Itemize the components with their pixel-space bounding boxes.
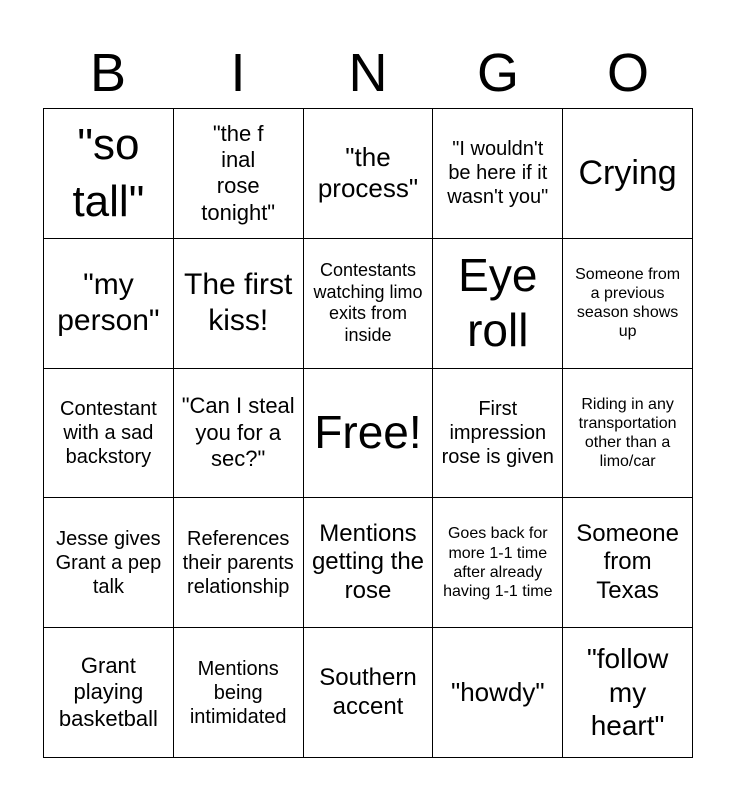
header-letter-i: I <box>230 43 246 103</box>
bingo-cell-r2c3[interactable] <box>304 239 434 369</box>
bingo-cell-r4c5[interactable] <box>563 498 693 628</box>
bingo-cell-r1c1[interactable] <box>44 109 174 239</box>
cell-text: "Can I steal you for a sec?" <box>181 393 295 472</box>
cell-text: Contestants watching limo exits from inside <box>313 260 423 345</box>
cell-text: Grant playing basketball <box>58 653 158 731</box>
bingo-cell-r5c2[interactable] <box>174 628 304 758</box>
bingo-cell-r5c4[interactable] <box>433 628 563 758</box>
bingo-board <box>43 108 693 758</box>
cell-text: First impression rose is given <box>441 397 554 468</box>
bingo-cell-r4c2[interactable] <box>174 498 304 628</box>
cell-text: "I wouldn't be here if it wasn't you" <box>447 138 549 209</box>
cell-text: Mentions getting the rose <box>311 519 425 605</box>
cell-text: Someone from Texas <box>576 519 679 605</box>
bingo-cell-r2c2[interactable] <box>174 239 304 369</box>
cell-text: Riding in any transportation other than a limo/car <box>578 395 677 471</box>
cell-text: Jesse gives Grant a pep talk <box>55 527 162 598</box>
bingo-cell-r1c5[interactable] <box>563 109 693 239</box>
cell-text: "the process" <box>317 142 419 204</box>
bingo-cell-r1c4[interactable] <box>433 109 563 239</box>
cell-text: Mentions being intimidated <box>189 657 287 728</box>
header-letter-g: G <box>476 43 519 103</box>
bingo-cell-r3c2[interactable] <box>174 369 304 499</box>
header-letter-o: O <box>606 43 649 103</box>
header-letter-n: N <box>348 43 388 103</box>
cell-text: "the f inal rose tonight" <box>201 120 276 225</box>
cell-text: "my person" <box>57 268 160 338</box>
cell-text: Contestant with a sad backstory <box>60 397 157 468</box>
cell-text: References their parents relationship <box>182 527 294 598</box>
bingo-cell-r3c5[interactable] <box>563 369 693 499</box>
cell-text: "follow my heart" <box>586 643 669 742</box>
cell-text: "howdy" <box>450 677 545 707</box>
bingo-cell-r3c4[interactable] <box>433 369 563 499</box>
bingo-cell-r1c3[interactable] <box>304 109 434 239</box>
cell-text: Someone from a previous season shows up <box>575 265 681 341</box>
bingo-cell-r2c5[interactable] <box>563 239 693 369</box>
bingo-cell-r4c3[interactable] <box>304 498 434 628</box>
free-space-text: Free! <box>314 406 422 459</box>
bingo-cell-r1c2[interactable] <box>174 109 304 239</box>
bingo-cell-r3c3-free[interactable] <box>304 369 434 499</box>
bingo-cell-r5c3[interactable] <box>304 628 434 758</box>
cell-text: Crying <box>578 154 677 192</box>
cell-text: Southern accent <box>319 663 417 720</box>
cell-text: "so tall" <box>72 120 145 227</box>
bingo-cell-r4c1[interactable] <box>44 498 174 628</box>
bingo-cell-r2c1[interactable] <box>44 239 174 369</box>
bingo-cell-r5c1[interactable] <box>44 628 174 758</box>
bingo-cell-r2c4[interactable] <box>433 239 563 369</box>
cell-text: Goes back for more 1-1 time after already having 1-1 time <box>443 525 553 600</box>
bingo-cell-r4c4[interactable] <box>433 498 563 628</box>
cell-text: The first kiss! <box>184 268 293 338</box>
cell-text: Eye roll <box>458 249 538 357</box>
bingo-cell-r3c1[interactable] <box>44 369 174 499</box>
bingo-cell-r5c5[interactable] <box>563 628 693 758</box>
bingo-header <box>43 38 693 108</box>
header-letter-b: B <box>89 43 127 103</box>
